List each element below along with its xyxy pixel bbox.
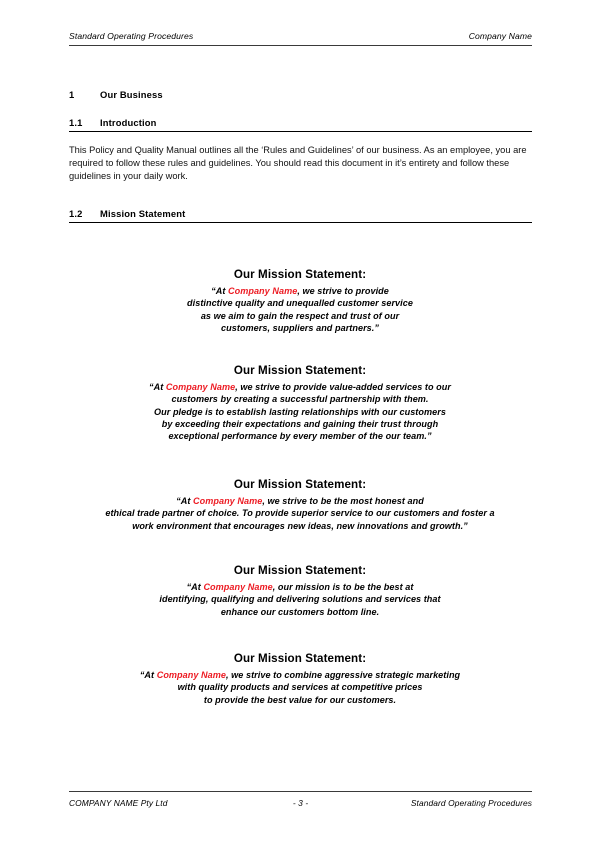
heading-introduction: [69, 117, 532, 132]
mission-line-prefix: “At: [139, 670, 157, 680]
heading-title: Mission Statement: [100, 208, 186, 219]
mission-line-text: ethical trade partner of choice. To provide superior service to our customers and foster a: [105, 508, 495, 519]
footer-page-number: - 3 -: [292, 798, 309, 808]
mission-line-text: distinctive quality and unequalled customer service: [187, 298, 413, 309]
mission-statement-line: [0, 393, 600, 405]
mission-line-text: customers by creating a successful partnership with them.: [171, 394, 429, 405]
mission-line-text: enhance our customers bottom line.: [220, 606, 380, 617]
footer-left-text: COMPANY NAME Pty Ltd: [69, 798, 168, 808]
mission-statement-line: [0, 430, 600, 442]
mission-statement-line: [0, 669, 600, 681]
mission-statement-line: [0, 507, 600, 519]
company-name-placeholder: Company Name: [156, 670, 227, 680]
mission-line-text: customers, suppliers and partners.”: [221, 322, 379, 333]
mission-line-text: by exceeding their expectations and gaining their trust through: [161, 418, 439, 429]
mission-line-prefix: “At: [186, 582, 204, 592]
mission-line-prefix: “At: [176, 496, 193, 506]
mission-line-text: identifying, qualifying and delivering solutions and services that: [159, 594, 441, 605]
page-footer: [69, 791, 532, 808]
mission-statement-line: [0, 406, 600, 418]
mission-statement-line: [0, 520, 600, 532]
mission-statement-block: [0, 564, 600, 618]
mission-statement-block: [0, 268, 600, 334]
mission-statement-title: Our Mission Statement:: [233, 364, 367, 377]
header-right-text: Company Name: [468, 31, 532, 41]
heading-title: Introduction: [100, 117, 157, 128]
company-name-placeholder: Company Name: [193, 496, 263, 506]
heading-our-business: [69, 89, 532, 100]
mission-line-prefix: “At: [149, 382, 166, 392]
mission-statement-line: [0, 285, 600, 297]
heading-number: 1: [69, 89, 75, 100]
mission-statement-line: [0, 310, 600, 322]
mission-statement-line: [0, 495, 600, 507]
mission-statement-body: [0, 495, 600, 532]
page-header: [69, 31, 532, 46]
mission-statement-block: [0, 478, 600, 532]
mission-statement-block: [0, 652, 600, 706]
heading-mission-statement: [69, 208, 532, 223]
mission-line-text: , we strive to combine aggressive strategic marketing: [226, 670, 461, 680]
mission-line-text: with quality products and services at competitive prices: [177, 682, 423, 693]
mission-line-text: work environment that encourages new ideas, new innovations and growth.”: [132, 520, 468, 531]
footer-right-text: Standard Operating Procedures: [410, 798, 533, 808]
mission-statement-body: [0, 381, 600, 442]
mission-line-text: , we strive to be the most honest and: [262, 496, 424, 506]
introduction-paragraph: This Policy and Quality Manual outlines all the ‘Rules and Guidelines’ of our business. As an employee, you are required to follow these rules and guidelines. You should read this document in it’s entirety and follow these guidelines in your daily work.: [69, 145, 527, 182]
mission-statement-title: Our Mission Statement:: [233, 268, 367, 281]
heading-number: 1.1: [69, 117, 83, 128]
mission-statement-line: [0, 694, 600, 706]
mission-statement-line: [0, 581, 600, 593]
heading-title: Our Business: [100, 89, 163, 100]
mission-line-text: Our pledge is to establish lasting relationships with our customers: [154, 406, 446, 417]
mission-line-text: , our mission is to be the best at: [272, 582, 414, 592]
mission-statement-title: Our Mission Statement:: [233, 564, 367, 577]
mission-statement-line: [0, 322, 600, 334]
mission-statement-body: [0, 285, 600, 334]
mission-line-text: to provide the best value for our customers.: [203, 694, 397, 705]
mission-line-text: , we strive to provide value-added services to our: [235, 382, 451, 392]
mission-statement-body: [0, 581, 600, 618]
heading-number: 1.2: [69, 208, 83, 219]
mission-statement-body: [0, 669, 600, 706]
mission-line-text: as we aim to gain the respect and trust of our: [200, 310, 400, 321]
company-name-placeholder: Company Name: [165, 382, 236, 392]
mission-statement-line: [0, 418, 600, 430]
mission-statement-line: [0, 381, 600, 393]
company-name-placeholder: Company Name: [203, 582, 273, 592]
mission-line-text: , we strive to provide: [297, 286, 389, 296]
mission-statement-line: [0, 297, 600, 309]
header-left-text: Standard Operating Procedures: [69, 31, 194, 41]
mission-statement-line: [0, 606, 600, 618]
mission-line-text: exceptional performance by every member of the our team.”: [168, 431, 432, 442]
mission-statement-title: Our Mission Statement:: [233, 652, 367, 665]
mission-statement-title: Our Mission Statement:: [233, 478, 367, 491]
mission-statement-line: [0, 593, 600, 605]
company-name-placeholder: Company Name: [227, 286, 298, 296]
mission-statement-block: [0, 364, 600, 442]
mission-statement-line: [0, 681, 600, 693]
mission-line-prefix: “At: [211, 286, 228, 296]
